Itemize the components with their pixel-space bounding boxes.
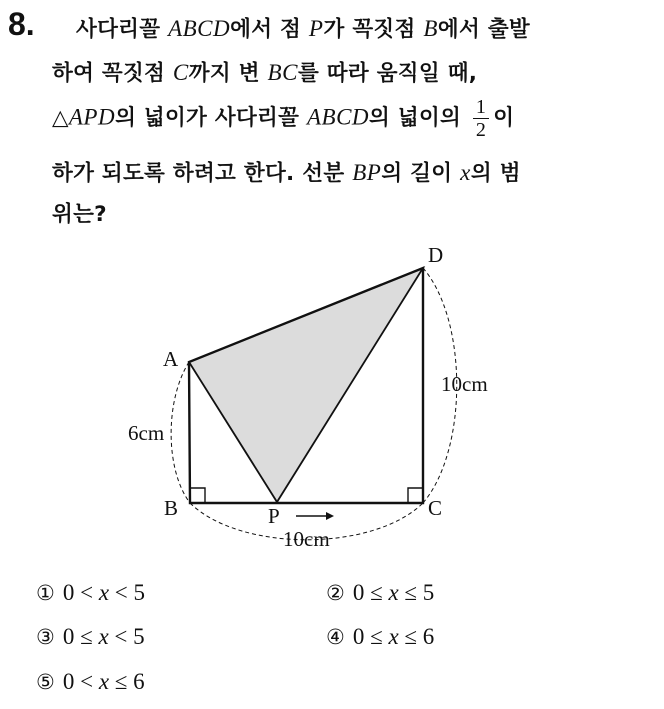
math-abcd: ABCD xyxy=(168,16,231,41)
choice-1[interactable] xyxy=(36,580,145,606)
choice-5[interactable] xyxy=(36,669,145,695)
choice-left: 0 < xyxy=(62,580,94,605)
dimension-arc-ab xyxy=(171,362,190,503)
text-segment: 의 넓이의 xyxy=(369,105,469,131)
label-d: D xyxy=(428,243,444,267)
text-segment: 의 범 xyxy=(470,161,521,186)
math-bc: BC xyxy=(267,60,298,85)
right-angle-c xyxy=(408,488,423,503)
math-p: P xyxy=(308,16,324,41)
math-c: C xyxy=(172,60,189,85)
choice-left: 0 ≤ xyxy=(62,624,93,649)
choice-variable: x xyxy=(98,624,109,649)
math-apd: APD xyxy=(68,104,116,130)
text-segment: 가 꼭짓점 xyxy=(323,17,424,42)
triangle-apd xyxy=(189,268,423,502)
choice-number: ② xyxy=(326,581,345,605)
label-c: C xyxy=(428,496,443,520)
choice-left: 0 ≤ xyxy=(352,580,383,605)
choice-3[interactable] xyxy=(36,624,145,650)
text-segment: 이 xyxy=(493,105,515,131)
choice-number: ⑤ xyxy=(36,670,55,694)
arrow-head-icon xyxy=(326,512,334,520)
choice-number: ③ xyxy=(36,625,55,649)
dimension-label-bc: 10cm xyxy=(283,527,330,551)
choice-variable: x xyxy=(98,669,110,694)
choice-variable: x xyxy=(388,580,399,605)
math-abcd: ABCD xyxy=(306,104,370,130)
text-segment: 에서 출발 xyxy=(437,17,530,42)
text-segment: 에서 점 xyxy=(230,17,309,42)
choice-left: 0 ≤ xyxy=(352,624,383,649)
math-b: B xyxy=(423,16,438,41)
text-segment: 사다리꼴 xyxy=(76,17,169,42)
choice-4[interactable] xyxy=(326,624,434,650)
text-segment: 의 길이 xyxy=(381,161,461,186)
text-segment: 까지 변 xyxy=(188,61,268,86)
choice-variable: x xyxy=(98,580,110,605)
choice-2[interactable] xyxy=(326,580,434,606)
choice-variable: x xyxy=(388,624,399,649)
choice-right: ≤ 6 xyxy=(404,624,435,649)
question-line-5: 위는? xyxy=(52,202,107,227)
text-segment: 하여 꼭짓점 xyxy=(52,61,173,86)
dimension-label-dc: 10cm xyxy=(441,372,488,396)
text-segment: 의 넓이가 사다리꼴 xyxy=(115,105,307,131)
choice-right: ≤ 5 xyxy=(404,580,435,605)
math-bp: BP xyxy=(352,160,382,185)
choice-left: 0 < xyxy=(62,669,94,694)
text-segment: 를 따라 움직일 때, xyxy=(297,61,478,86)
text-segment: 하가 되도록 하려고 한다. 선분 xyxy=(52,161,353,186)
choice-number: ① xyxy=(36,581,55,605)
fraction-denominator: 2 xyxy=(475,119,487,141)
fraction-numerator: 1 xyxy=(473,96,489,119)
choice-right: ≤ 6 xyxy=(114,669,145,694)
dimension-label-ab: 6cm xyxy=(128,421,165,445)
triangle-symbol: △ xyxy=(52,105,69,131)
choice-right: < 5 xyxy=(114,624,145,649)
choice-number: ④ xyxy=(326,625,345,649)
choice-right: < 5 xyxy=(114,580,146,605)
question-number: 8. xyxy=(8,6,35,42)
label-p: P xyxy=(268,504,280,528)
label-a: A xyxy=(163,347,179,371)
right-angle-b xyxy=(190,488,205,503)
math-x: x xyxy=(460,160,471,185)
label-b: B xyxy=(164,496,179,520)
